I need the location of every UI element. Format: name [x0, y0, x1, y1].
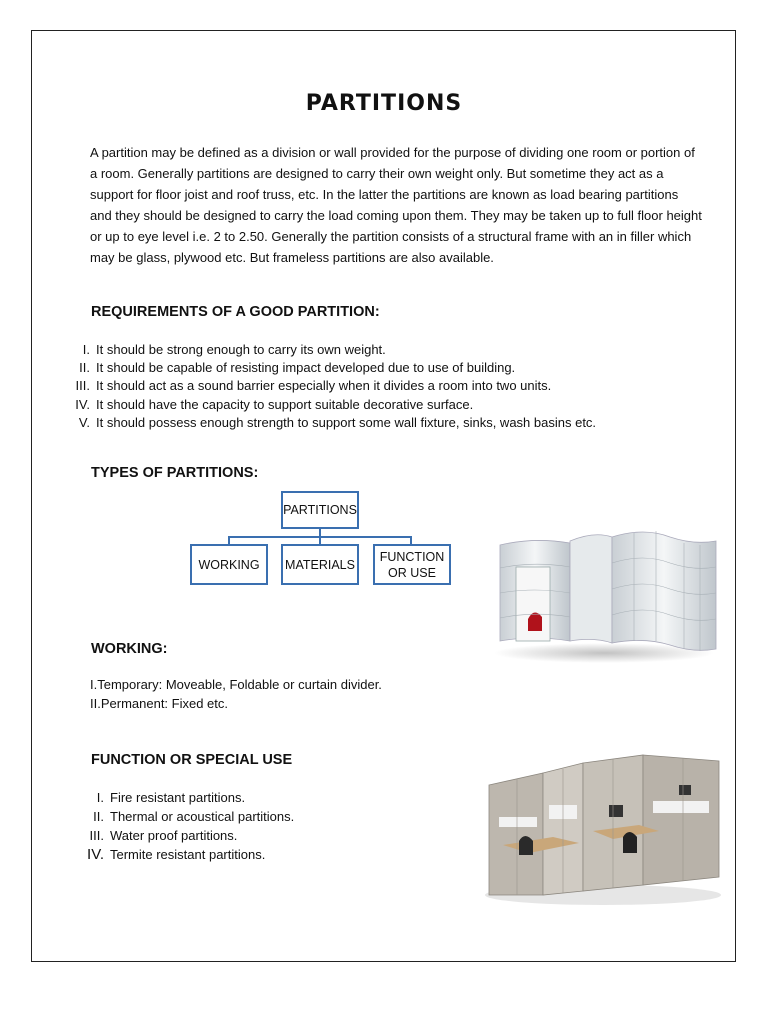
- list-item: III. It should act as a sound barrier especially when it divides a room into two units.: [75, 378, 552, 394]
- curved-partition-image: [494, 523, 720, 665]
- requirements-list: [0, 341, 596, 432]
- intro-paragraph: A partition may be defined as a division or wall provided for the purpose of dividing one room or portion of a room. Generally partitions are designed to carry their own weight only. But sometime they act as a support for floor joist and roof truss, etc. In the latter the partitions are known as load bearing partitions and they should be designed to carry the load coming upon them. They may be taken up to full floor height or up to eye level i.e. 2 to 2.50. Generally the partition consists of a structural frame with an in filler which may be glass, plywood etc. But frameless partitions are also available.: [90, 145, 702, 265]
- function-list: [0, 788, 294, 864]
- types-heading: TYPES OF PARTITIONS:: [91, 465, 259, 481]
- list-item: IV. It should have the capacity to support suitable decorative surface.: [75, 396, 474, 412]
- list-item: II. Thermal or acoustical partitions.: [93, 809, 295, 824]
- list-item: I. It should be strong enough to carry its own weight.: [82, 342, 386, 357]
- list-item: II.Permanent: Fixed etc.: [90, 695, 229, 711]
- working-heading: WORKING:: [91, 641, 168, 657]
- diagram-box-working: WORKING: [190, 544, 268, 585]
- diagram-box-function: FUNCTION OR USE: [373, 544, 451, 585]
- diagram-root-box: PARTITIONS: [281, 491, 359, 529]
- office-cubicles-image: [483, 745, 723, 907]
- list-item: II. It should be capable of resisting impact developed due to use of building.: [79, 360, 516, 376]
- requirements-heading: REQUIREMENTS OF A GOOD PARTITION:: [91, 304, 380, 320]
- list-item: IV. Termite resistant partitions.: [87, 846, 266, 863]
- list-item: III. Water proof partitions.: [89, 828, 238, 843]
- list-item: I.Temporary: Moveable, Foldable or curtain divider.: [90, 677, 382, 692]
- list-item: V. It should possess enough strength to support some wall fixture, sinks, wash basins etc.: [78, 414, 597, 430]
- diagram-box-materials: MATERIALS: [281, 544, 359, 585]
- page-title: PARTITIONS: [305, 91, 463, 116]
- working-list: [90, 676, 382, 713]
- list-item: I. Fire resistant partitions.: [96, 790, 246, 805]
- function-heading: FUNCTION OR SPECIAL USE: [91, 752, 293, 768]
